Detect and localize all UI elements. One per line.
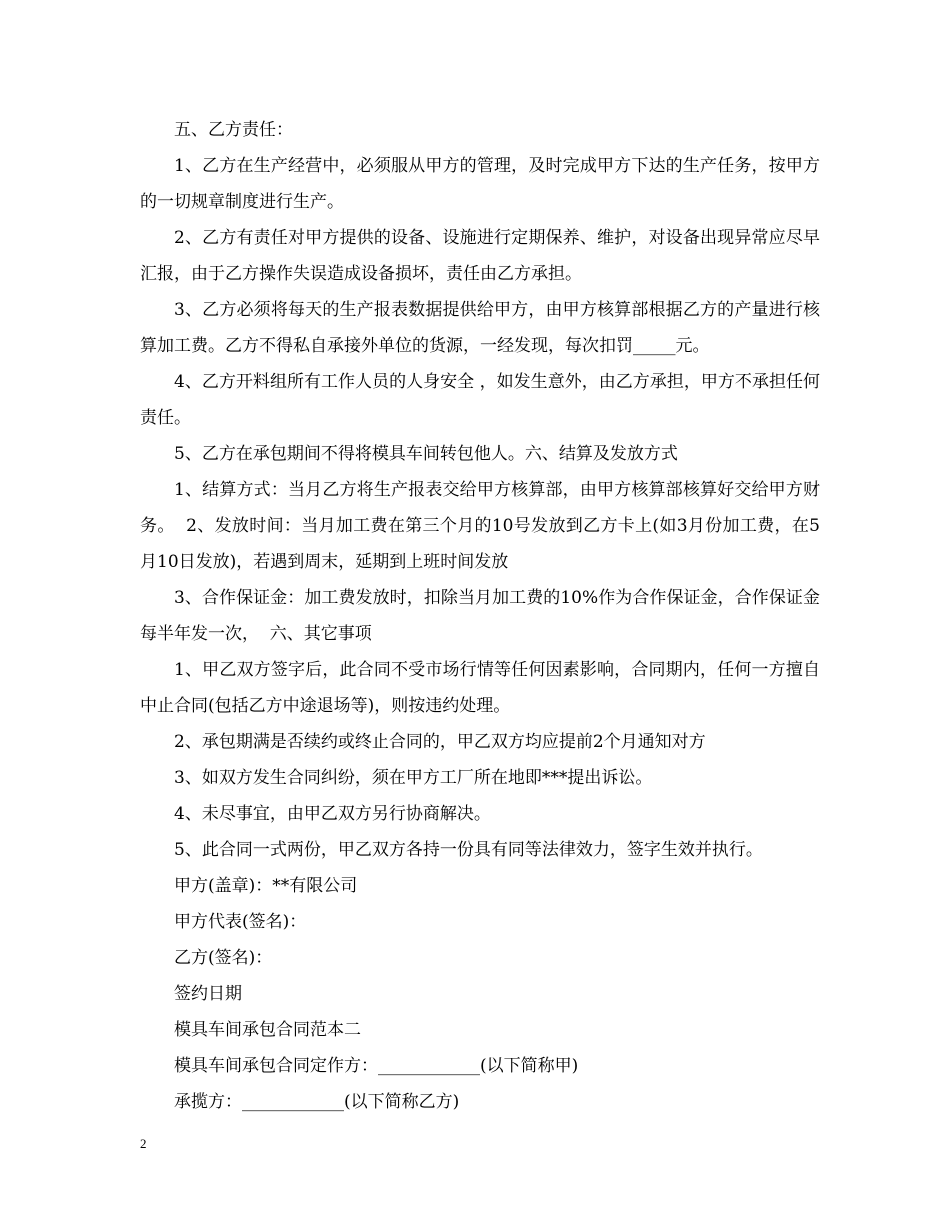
clause-paragraph: 4、未尽事宜，由甲乙双方另行协商解决。 xyxy=(174,804,491,824)
contractor-party-line: 承揽方：____________(以下简称乙方) xyxy=(174,1092,460,1112)
page-number: 2 xyxy=(140,1136,147,1151)
clause-paragraph: 1、乙方在生产经营中，必须服从甲方的管理，及时完成甲方下达的生产任务，按甲方的一切规章制度进行生产。 xyxy=(140,156,820,212)
clause-paragraph: 3、合作保证金：加工费发放时，扣除当月加工费的10%作为合作保证金，合作保证金每半年发一次， 六、其它事项 xyxy=(140,588,820,644)
party-a-seal-line: 甲方(盖章)：**有限公司 xyxy=(174,876,358,896)
clause-paragraph: 1、甲乙双方签字后，此合同不受市场行情等任何因素影响，合同期内，任何一方擅自中止合同(包括乙方中途退场等)，则按违约处理。 xyxy=(140,660,820,716)
commissioning-party-line: 模具车间承包合同定作方：____________(以下简称甲) xyxy=(174,1056,579,1076)
clause-paragraph: 3、乙方必须将每天的生产报表数据提供给甲方，由甲方核算部根据乙方的产量进行核算加工费。乙方不得私自承接外单位的货源，一经发现，每次扣罚_____元。 xyxy=(140,300,820,356)
party-a-representative-line: 甲方代表(签名)： xyxy=(174,912,307,932)
document-body xyxy=(140,112,820,1120)
clause-paragraph: 1、结算方式：当月乙方将生产报表交给甲方核算部，由甲方核算部核算好交给甲方财务。 2、发放时间：当月加工费在第三个月的10号发放到乙方卡上(如3月份加工费，在5月10日发放)，若遇到周末，延期到上班时间发放 xyxy=(140,480,820,572)
signing-date-line: 签约日期 xyxy=(174,984,242,1004)
clause-paragraph: 2、乙方有责任对甲方提供的设备、设施进行定期保养、维护，对设备出现异常应尽早汇报，由于乙方操作失误造成设备损坏，责任由乙方承担。 xyxy=(140,228,820,284)
clause-paragraph: 4、乙方开料组所有工作人员的人身安全 ，如发生意外，由乙方承担，甲方不承担任何责任。 xyxy=(140,372,820,428)
clause-paragraph: 5、此合同一式两份，甲乙双方各持一份具有同等法律效力，签字生效并执行。 xyxy=(174,840,763,860)
template-two-title: 模具车间承包合同范本二 xyxy=(174,1020,361,1040)
party-b-signature-line: 乙方(签名)： xyxy=(174,948,273,968)
section-heading-5: 五、乙方责任： xyxy=(174,120,293,140)
clause-paragraph: 5、乙方在承包期间不得将模具车间转包他人。六、结算及发放方式 xyxy=(174,444,678,464)
clause-paragraph: 2、承包期满是否续约或终止合同的，甲乙双方均应提前2个月通知对方 xyxy=(174,732,706,752)
clause-paragraph: 3、如双方发生合同纠纷，须在甲方工厂所在地即***提出诉讼。 xyxy=(174,768,653,788)
